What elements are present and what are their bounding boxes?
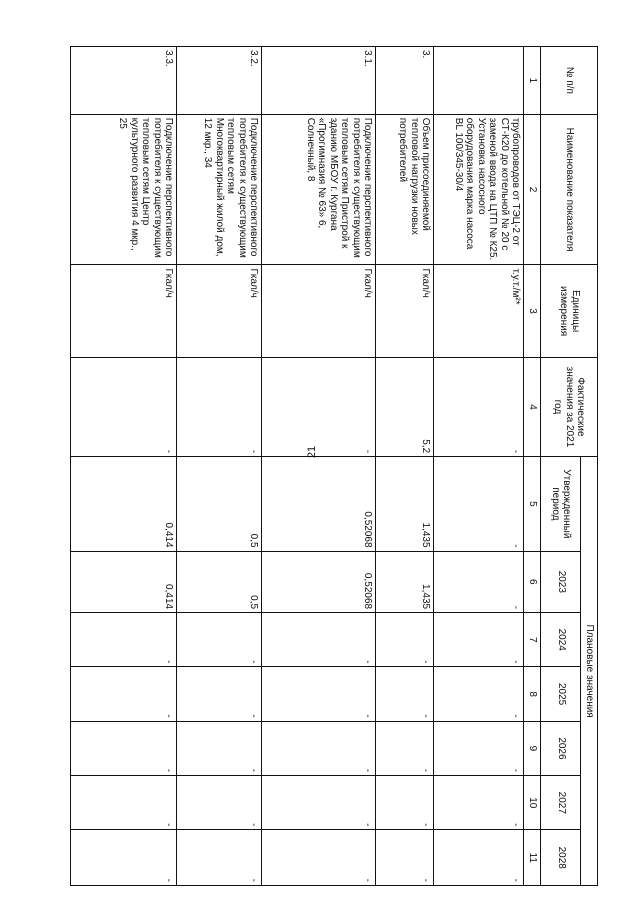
row-year-value: -: [434, 667, 524, 721]
row-num: 3.1.: [262, 47, 376, 115]
row-num: 3.3.: [71, 47, 178, 115]
header-planned: Плановые значения: [581, 457, 598, 886]
row-year-value: -: [262, 667, 376, 721]
row-approved: 0,52068: [262, 457, 376, 551]
row-approved: 1,435: [376, 457, 434, 551]
row-year-value: -: [71, 830, 178, 886]
header-year: 2025: [541, 667, 581, 721]
header-actual: Фактические значения за 2021 год: [541, 357, 598, 456]
col-index: 5: [524, 457, 541, 551]
row-year-value: -: [177, 776, 262, 830]
table-row: [177, 47, 262, 886]
row-year-value: 0,5: [177, 551, 262, 613]
page-number: 21: [306, 445, 318, 459]
header-name: Наименование показателя: [541, 114, 598, 265]
row-year-value: -: [434, 776, 524, 830]
row-name: Подключение перспективного потребителя к существующим тепловым сетям Пристрой к зданию МБОУ г. Кургана «Прогимназия № 63» 6, Солнечный, 8: [262, 114, 376, 265]
indicators-table: [70, 46, 598, 886]
row-year-value: -: [434, 830, 524, 886]
row-unit: Гкал/ч: [376, 265, 434, 357]
header-year: 2024: [541, 613, 581, 667]
row-year-value: -: [177, 830, 262, 886]
row-year-value: 0,52068: [262, 551, 376, 613]
col-index: 8: [524, 667, 541, 721]
header-year: 2028: [541, 830, 581, 886]
table-row: [376, 47, 434, 886]
row-approved: 0,5: [177, 457, 262, 551]
row-actual: -: [177, 357, 262, 456]
table-row: [71, 47, 178, 886]
rotated-table-wrapper: [70, 46, 598, 886]
row-year-value: -: [376, 776, 434, 830]
col-index: 3: [524, 265, 541, 357]
col-index: 6: [524, 551, 541, 613]
row-year-value: -: [71, 721, 178, 775]
row-actual: -: [262, 357, 376, 456]
row-num: 3.: [376, 47, 434, 115]
row-actual: -: [434, 357, 524, 456]
row-year-value: -: [434, 721, 524, 775]
header-unit: Единицы измерения: [541, 265, 598, 357]
row-year-value: -: [376, 613, 434, 667]
row-year-value: -: [262, 776, 376, 830]
row-year-value: -: [262, 721, 376, 775]
row-year-value: -: [376, 667, 434, 721]
header-year: 2027: [541, 776, 581, 830]
row-year-value: -: [177, 613, 262, 667]
header-approved: Утвержденный период: [541, 457, 581, 551]
row-approved: 0,414: [71, 457, 178, 551]
row-year-value: -: [71, 613, 178, 667]
row-approved: -: [434, 457, 524, 551]
row-name: Подключение перспективного потребителя к существующим тепловым сетям Центр культурного развития 4 мкр., 25: [71, 114, 178, 265]
table-row: [434, 47, 524, 886]
row-year-value: -: [376, 830, 434, 886]
header-num: № п/п: [541, 47, 598, 115]
row-year-value: -: [262, 613, 376, 667]
row-unit: Гкал/ч: [177, 265, 262, 357]
row-actual: -: [71, 357, 178, 456]
row-year-value: -: [71, 667, 178, 721]
row-actual: 5,2: [376, 357, 434, 456]
row-name: Подключение перспективного потребителя к существующим тепловым сетям Многоквартирный жилой дом, 12 мкр., 34: [177, 114, 262, 265]
row-year-value: -: [177, 721, 262, 775]
col-index: 4: [524, 357, 541, 456]
row-year-value: -: [434, 613, 524, 667]
row-year-value: -: [434, 551, 524, 613]
row-unit: т.у.т./м²*: [434, 265, 524, 357]
row-unit: Гкал/ч: [262, 265, 376, 357]
header-year: 2026: [541, 721, 581, 775]
row-year-value: 1,435: [376, 551, 434, 613]
row-num: [434, 47, 524, 115]
row-num: 3.2.: [177, 47, 262, 115]
col-index: 7: [524, 613, 541, 667]
col-index: 1: [524, 47, 541, 115]
row-year-value: -: [177, 667, 262, 721]
col-index: 10: [524, 776, 541, 830]
row-year-value: 0,414: [71, 551, 178, 613]
table-row: [262, 47, 376, 886]
row-unit: Гкал/ч: [71, 265, 178, 357]
row-year-value: -: [376, 721, 434, 775]
row-year-value: -: [262, 830, 376, 886]
row-name: трубопроводов от ТЭЦ-2 от СТ-К20 до котельной № 20 с заменой ввода на ЦТП № К25. Установка насосного оборудования марка насоса BL 100/345-30/4: [434, 114, 524, 265]
col-index: 9: [524, 721, 541, 775]
col-index: 11: [524, 830, 541, 886]
row-name: Объем присоединяемой тепловой нагрузки новых потребителей: [376, 114, 434, 265]
col-index: 2: [524, 114, 541, 265]
header-year: 2023: [541, 551, 581, 613]
row-year-value: -: [71, 776, 178, 830]
